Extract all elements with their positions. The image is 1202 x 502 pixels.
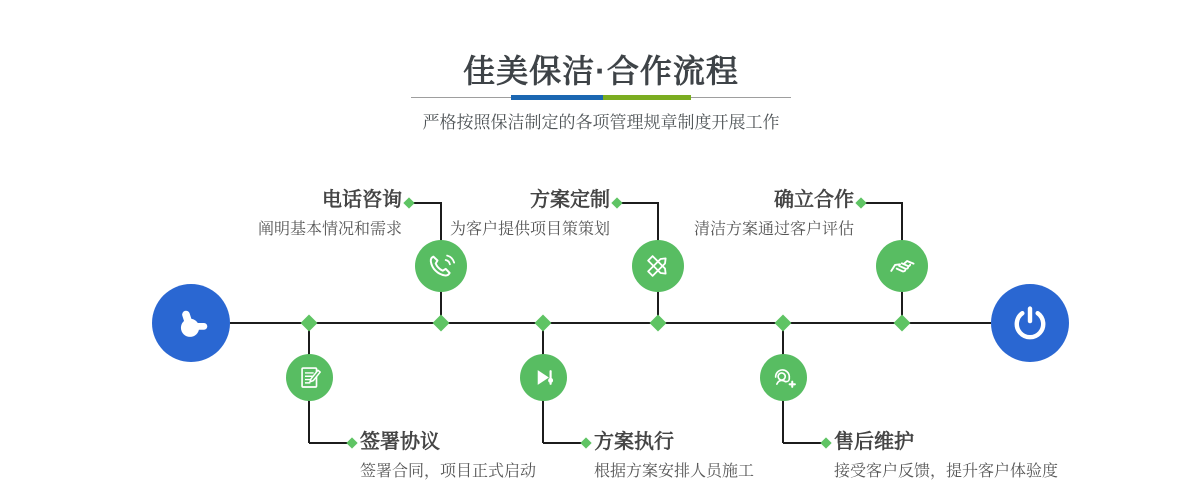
divider-accent: [511, 95, 691, 100]
step-title: 签署协议: [360, 431, 440, 453]
label-diamond-cooperate: [855, 197, 866, 208]
divider-blue-segment: [511, 95, 603, 100]
step-circle-plan: [632, 240, 684, 292]
connector-hline-execute: [543, 442, 583, 444]
step-title: 方案执行: [594, 431, 674, 453]
step-label-plan-custom: [450, 188, 610, 240]
start-node: [152, 284, 230, 362]
timeline-node-diamond: [650, 315, 667, 332]
step-label-sign-agreement: [360, 430, 536, 482]
phone-call-icon: [423, 248, 459, 284]
step-label-establish-cooperation: [694, 188, 854, 240]
step-title: 确立合作: [774, 189, 854, 211]
label-diamond-execute: [580, 437, 591, 448]
connector-hline-service: [783, 442, 823, 444]
step-label-phone-consult: [258, 188, 402, 240]
pointing-hand-icon: [168, 300, 214, 346]
handshake-icon: [884, 248, 920, 284]
crossed-pencils-icon: [640, 248, 676, 284]
timeline-line: [230, 322, 991, 324]
step-label-plan-execution: [594, 430, 754, 482]
connector-hline-cooperate: [861, 202, 903, 204]
connector-hline-plan: [617, 202, 659, 204]
step-desc: 接受客户反馈，提升客户体验度: [834, 463, 1059, 480]
step-title: 售后维护: [834, 431, 914, 453]
step-desc: 阐明基本情况和需求: [257, 221, 402, 238]
step-desc: 根据方案安排人员施工: [594, 463, 755, 480]
play-execute-icon: [527, 361, 560, 394]
label-diamond-sign: [346, 437, 357, 448]
timeline-node-diamond: [433, 315, 450, 332]
step-desc: 为客户提供项目策策划: [449, 221, 610, 238]
page-subtitle: 严格按照保洁制定的各项管理规章制度开展工作: [422, 113, 780, 132]
timeline-node-diamond: [535, 315, 552, 332]
step-circle-service: [760, 354, 807, 401]
label-diamond-service: [820, 437, 831, 448]
step-circle-cooperate: [876, 240, 928, 292]
timeline-node-diamond: [301, 315, 318, 332]
timeline-node-diamond: [894, 315, 911, 332]
step-label-after-sales: [834, 430, 1058, 482]
step-title: 方案定制: [530, 189, 610, 211]
connector-hline-sign: [309, 442, 349, 444]
timeline-node-diamond: [775, 315, 792, 332]
title-divider: [411, 95, 791, 100]
step-circle-phone: [415, 240, 467, 292]
contract-signing-icon: [293, 361, 326, 394]
label-diamond-phone: [403, 197, 414, 208]
label-diamond-plan: [611, 197, 622, 208]
step-circle-sign: [286, 354, 333, 401]
step-circle-execute: [520, 354, 567, 401]
page-title: 佳美保洁·合作流程: [463, 53, 739, 89]
customer-service-plus-icon: [767, 361, 800, 394]
step-desc: 签署合同，项目正式启动: [360, 463, 537, 480]
step-title: 电话咨询: [322, 189, 402, 211]
power-icon: [1007, 300, 1053, 346]
divider-green-segment: [603, 95, 691, 100]
step-desc: 清洁方案通过客户评估: [693, 221, 854, 238]
end-node: [991, 284, 1069, 362]
